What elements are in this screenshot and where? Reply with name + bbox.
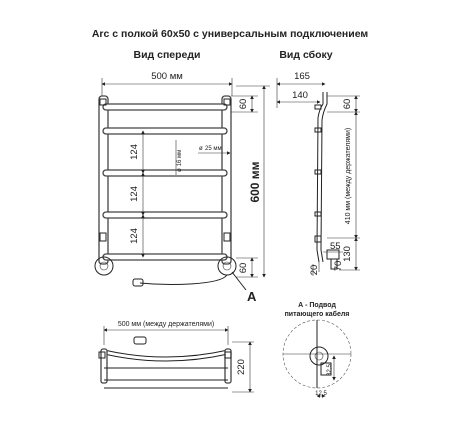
drawing-title: Arc с полкой 60x50 с универсальным подключением: [91, 28, 369, 40]
detail-a-title-2: питающего кабеля: [284, 311, 350, 318]
front-view-heading: Вид спереди: [133, 49, 201, 61]
front-height-label: 600 мм: [248, 161, 262, 203]
detail-a-dim-vertical: 32,5: [327, 364, 333, 376]
spacing-label-1: 124: [129, 144, 140, 160]
side-bottom-label: 130: [342, 246, 353, 262]
rung: [103, 170, 227, 176]
post-diameter-label: 25 мм: [205, 146, 222, 152]
side-offset-bottom: 20: [309, 264, 320, 276]
side-view: [277, 49, 360, 276]
detail-a-title-1: А - Подвод: [298, 302, 336, 309]
side-depth-outer: 165: [294, 71, 310, 82]
side-depth-inner: 140: [292, 90, 308, 101]
tube-diameter-label: 16 мм: [177, 149, 183, 167]
top-arc: [104, 350, 228, 357]
rungs: [103, 104, 227, 260]
spacing-label-2: 124: [129, 186, 140, 202]
detail-a: [283, 302, 351, 397]
front-top-label: 60: [238, 98, 249, 110]
side-connector-label: 55: [330, 241, 341, 252]
rung: [103, 104, 227, 110]
side-view-heading: Вид сбоку: [279, 49, 333, 61]
rung: [103, 254, 227, 260]
spacing-label-3: 124: [129, 228, 140, 244]
front-view: [95, 49, 270, 304]
front-width-label: 500 мм: [151, 71, 183, 82]
side-holder-label: 410 мм (между держателями): [345, 127, 352, 225]
detail-a-dim-horizontal: 12,5: [315, 391, 327, 397]
top-depth-label: 220: [236, 359, 247, 375]
svg-text:ø: ø: [177, 168, 183, 172]
rung: [103, 128, 227, 134]
front-bottom-label: 60: [238, 262, 249, 274]
side-offset-right: 70: [333, 260, 344, 272]
callout-a: A: [247, 289, 257, 304]
rung: [103, 212, 227, 218]
top-width-label: 500 мм (между держателями): [117, 321, 215, 328]
svg-text:ø: ø: [199, 146, 203, 152]
power-cable: [140, 275, 227, 284]
top-view: [99, 321, 254, 392]
side-top-label: 60: [342, 98, 353, 110]
